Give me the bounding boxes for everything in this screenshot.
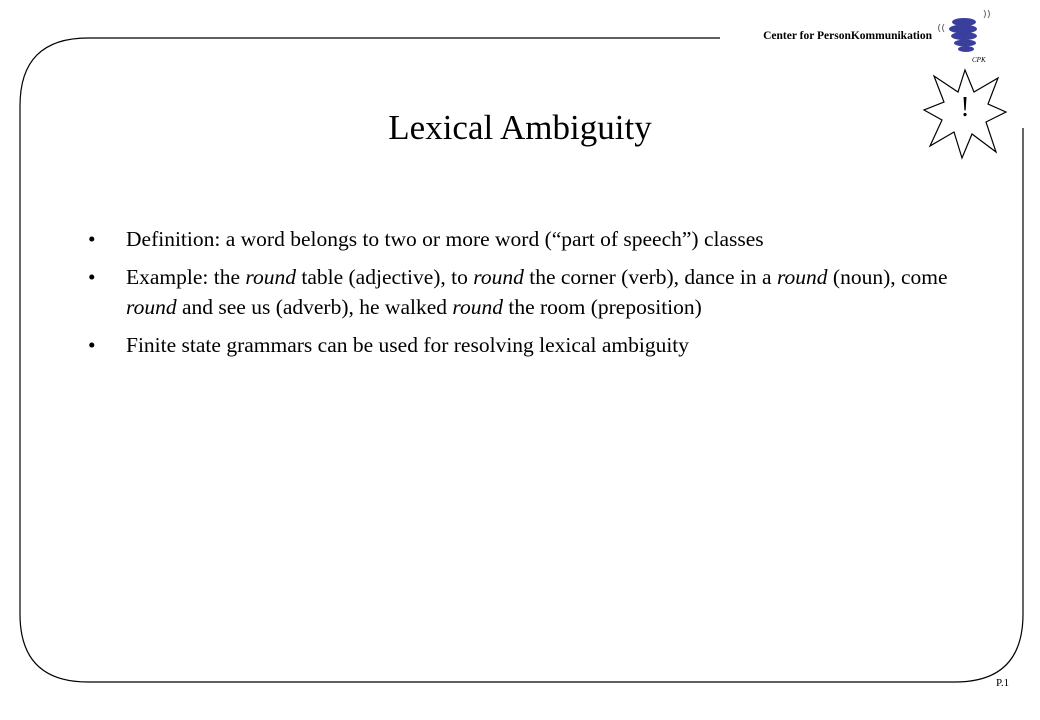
bullet-text: (noun), come [827,265,948,289]
emphasized-word: round [452,295,503,319]
organization-name: Center for PersonKommunikation [763,30,932,42]
emphasized-word: round [126,295,177,319]
page-number: P.1 [996,677,1010,689]
bullet-text: the corner (verb), dance in a [523,265,777,289]
bullet-item [88,262,948,322]
bullet-list [88,224,948,368]
burst-label: ! [960,92,970,123]
bullet-dot: • [88,265,96,289]
bullet-text: table (adjective), to [295,265,474,289]
emphasized-word: round [776,265,828,289]
bullet-item [88,330,948,360]
bullet-dot: • [88,333,96,357]
logo-caption: CPK [972,56,986,64]
bullet-text: and see us (adverb), he walked [176,295,453,319]
bullet-text: Finite state grammars can be used for resolving lexical ambiguity [126,333,690,357]
slide-title: Lexical Ambiguity [388,108,652,147]
bullet-text: the room (preposition) [502,295,702,319]
bullet-item [88,224,948,254]
emphasized-word: round [473,265,524,289]
bullet-dot: • [88,227,96,251]
emphasized-word: round [245,265,296,289]
bullet-text: Definition: a word belongs to two or more word (“part of speech”) classes [126,227,764,251]
bullet-text: Example: the [126,265,246,289]
